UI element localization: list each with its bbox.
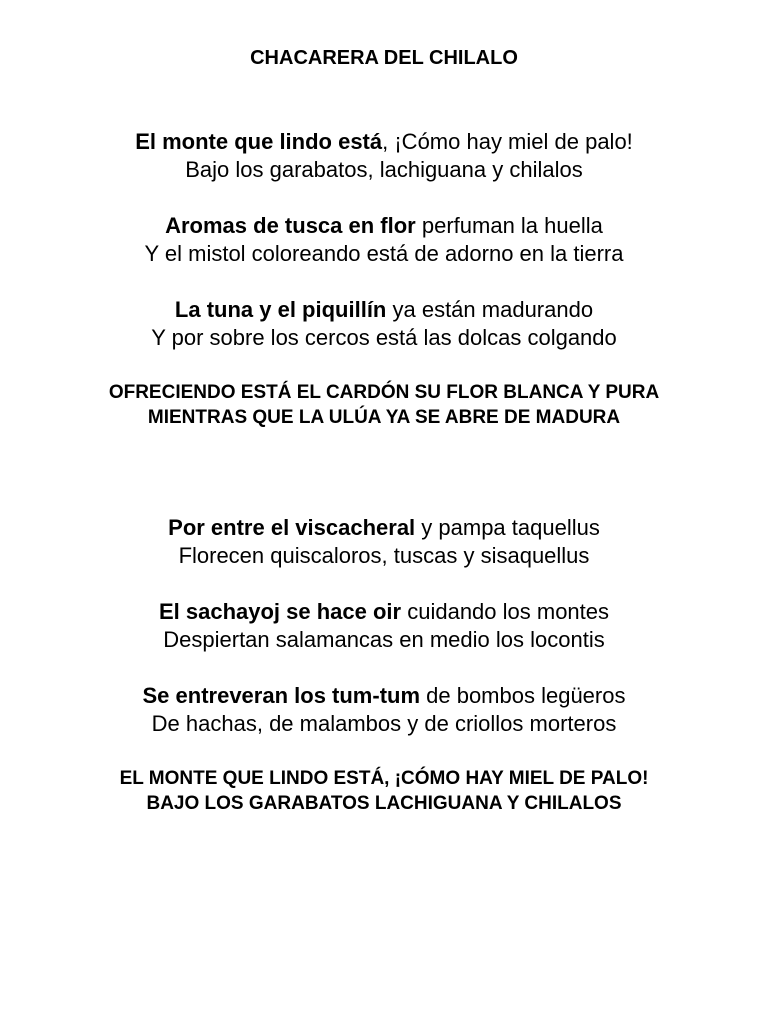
- verse-2-line-1: [0, 212, 768, 240]
- verse-4-line-1-rest: y pampa taquellus: [415, 515, 600, 540]
- verse-3-line-2: Y por sobre los cercos está las dolcas colgando: [151, 325, 617, 350]
- chorus-1-line-2: MIENTRAS QUE LA ULÚA YA SE ABRE DE MADURA: [147, 407, 621, 428]
- verse-1-line-1-rest: , ¡Cómo hay miel de palo!: [382, 129, 633, 154]
- chorus-2-line-1: EL MONTE QUE LINDO ESTÁ, ¡CÓMO HAY MIEL DE PALO!: [119, 768, 649, 789]
- verse-3-line-1-bold: La tuna y el piquillín: [174, 297, 387, 322]
- verse-1-line-1: [0, 128, 768, 156]
- verse-6-line-1-rest: de bombos legüeros: [420, 683, 626, 708]
- verse-5-line-1-rest: cuidando los montes: [401, 599, 610, 624]
- chorus-2-line-2: BAJO LOS GARABATOS LACHIGUANA Y CHILALOS: [146, 793, 622, 814]
- verse-6-line-1-bold: Se entreveran los tum-tum: [142, 683, 421, 708]
- verse-2-line-2: Y el mistol coloreando está de adorno en la tierra: [144, 241, 624, 266]
- verse-3-line-1-rest: ya están madurando: [386, 297, 594, 322]
- verse-4-line-2: Florecen quiscaloros, tuscas y sisaquellus: [178, 543, 590, 568]
- verse-2-line-1-rest: perfuman la huella: [415, 213, 603, 238]
- verse-3-line-1: [0, 296, 768, 324]
- verse-6-line-1: [0, 682, 768, 710]
- verse-5-line-1-bold: El sachayoj se hace oir: [158, 599, 402, 624]
- verse-4-line-1-bold: Por entre el viscacheral: [168, 515, 416, 540]
- verse-1-line-2: Bajo los garabatos, lachiguana y chilalos: [185, 157, 583, 182]
- verse-1-line-1-bold: El monte que lindo está: [135, 129, 383, 154]
- song-title: CHACARERA DEL CHILALO: [250, 47, 518, 69]
- verse-2-line-1-bold: Aromas de tusca en flor: [165, 213, 416, 238]
- verse-5-line-2: Despiertan salamancas en medio los locontis: [163, 627, 605, 652]
- verse-4-line-1: [0, 514, 768, 542]
- verse-5-line-1: [0, 598, 768, 626]
- verse-6-line-2: De hachas, de malambos y de criollos morteros: [151, 711, 617, 736]
- chorus-1-line-1: OFRECIENDO ESTÁ EL CARDÓN SU FLOR BLANCA Y PURA: [108, 382, 660, 403]
